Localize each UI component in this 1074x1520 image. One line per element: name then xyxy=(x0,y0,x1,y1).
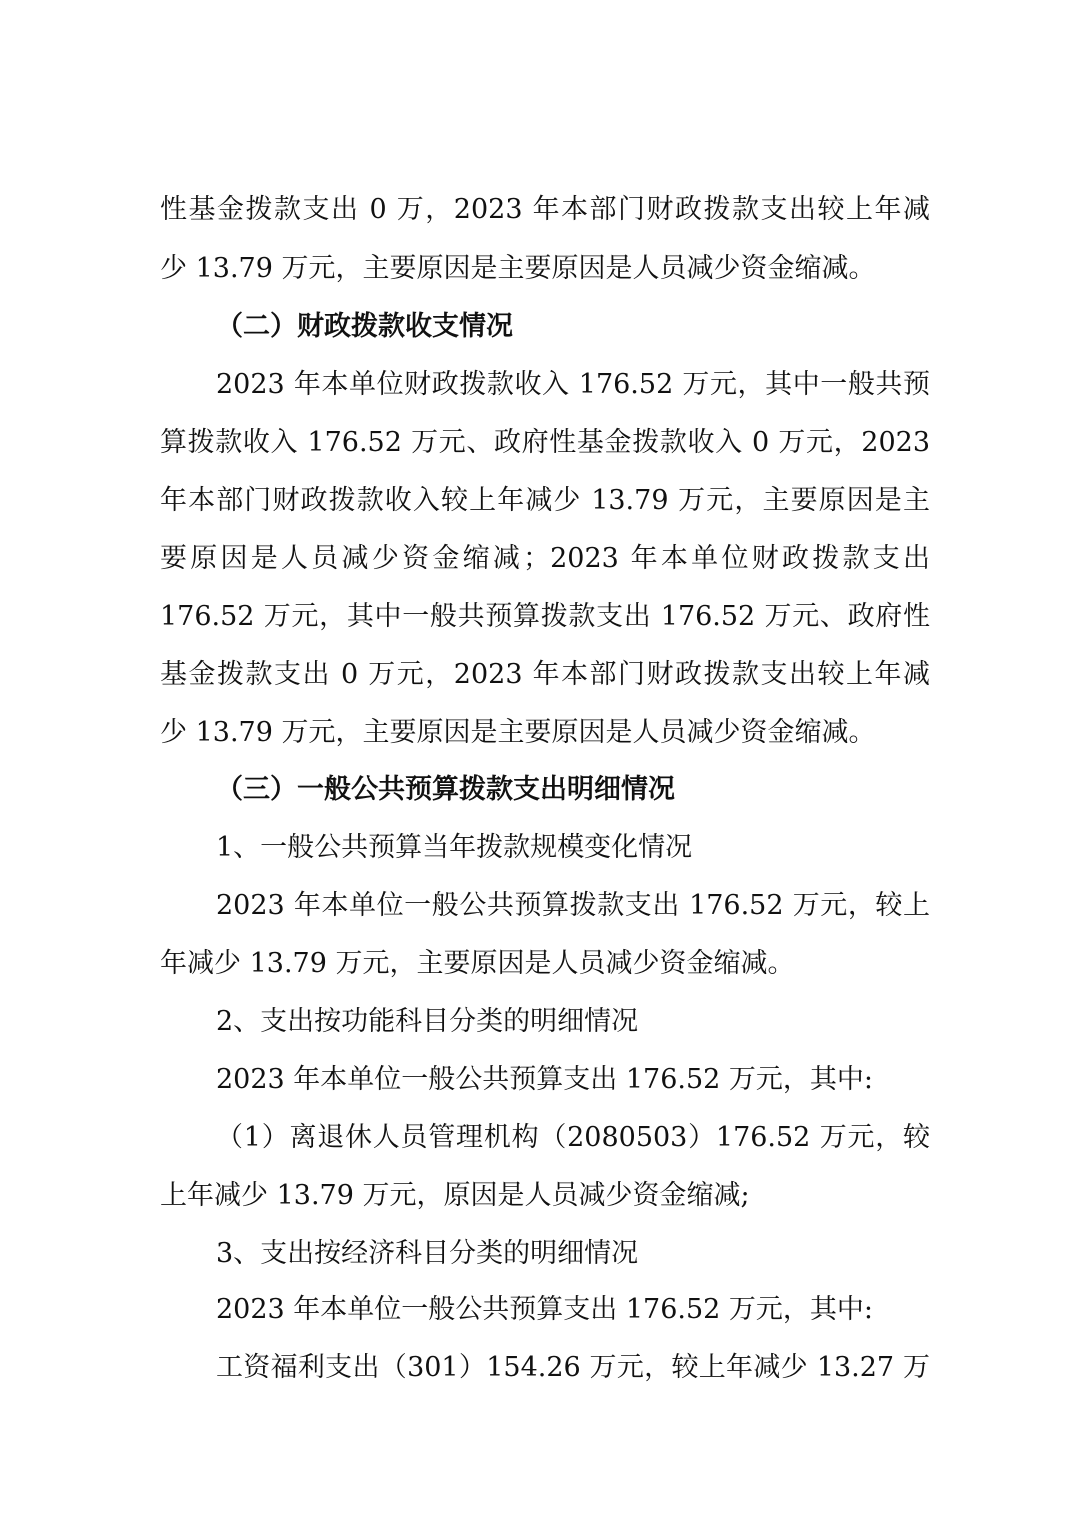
paragraph-line: 算拨款收入 176.52 万元、政府性基金拨款收入 0 万元，2023 xyxy=(160,427,930,458)
paragraph-line: 年本部门财政拨款收入较上年减少 13.79 万元，主要原因是主 xyxy=(160,485,930,516)
section-heading: （二）财政拨款收支情况 xyxy=(216,311,513,342)
paragraph-line: 2023 年本单位财政拨款收入 176.52 万元，其中一般共预 xyxy=(216,369,930,400)
paragraph-line: 年减少 13.79 万元，主要原因是人员减少资金缩减。 xyxy=(160,948,795,979)
paragraph-line: 要原因是人员减少资金缩减；2023 年本单位财政拨款支出 xyxy=(160,543,930,574)
paragraph-line: 2023 年本单位一般公共预算支出 176.52 万元，其中: xyxy=(216,1294,874,1325)
paragraph-line: 基金拨款支出 0 万元，2023 年本部门财政拨款支出较上年减 xyxy=(160,659,930,690)
paragraph-line: 176.52 万元，其中一般共预算拨款支出 176.52 万元、政府性 xyxy=(160,601,930,632)
paragraph-line: 2023 年本单位一般公共预算支出 176.52 万元，其中: xyxy=(216,1064,874,1095)
paragraph-line: 少 13.79 万元，主要原因是主要原因是人员减少资金缩减。 xyxy=(160,253,876,284)
subsection-title: 1、一般公共预算当年拨款规模变化情况 xyxy=(216,832,693,863)
paragraph-line: 上年减少 13.79 万元，原因是人员减少资金缩减; xyxy=(160,1180,750,1211)
section-heading: （三）一般公共预算拨款支出明细情况 xyxy=(216,774,675,805)
paragraph-line: 工资福利支出（301）154.26 万元，较上年减少 13.27 万 xyxy=(216,1352,930,1383)
paragraph-line: （1）离退休人员管理机构（2080503）176.52 万元，较 xyxy=(216,1122,930,1153)
paragraph-line: 少 13.79 万元，主要原因是主要原因是人员减少资金缩减。 xyxy=(160,717,876,748)
paragraph-line: 2023 年本单位一般公共预算拨款支出 176.52 万元，较上 xyxy=(216,890,930,921)
subsection-title: 2、支出按功能科目分类的明细情况 xyxy=(216,1006,639,1037)
paragraph-line: 性基金拨款支出 0 万，2023 年本部门财政拨款支出较上年减 xyxy=(160,194,930,225)
subsection-title: 3、支出按经济科目分类的明细情况 xyxy=(216,1238,639,1269)
